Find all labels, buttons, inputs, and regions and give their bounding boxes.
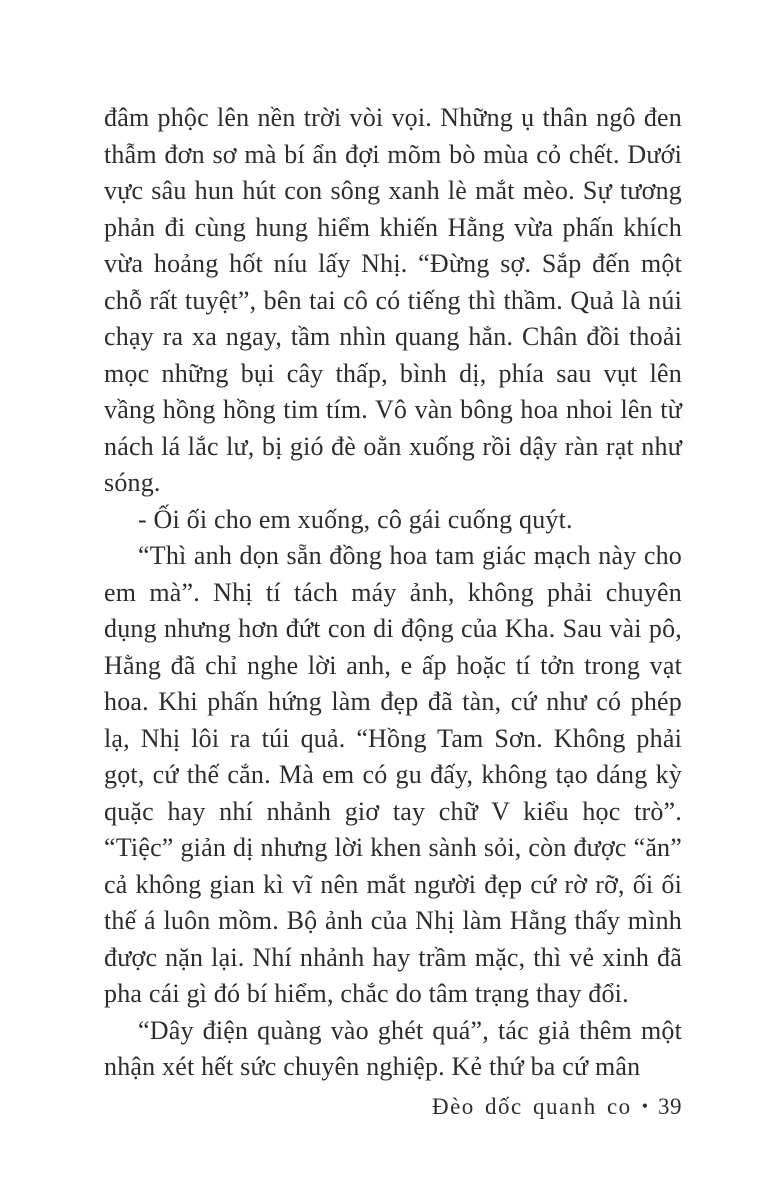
paragraph-continuation: đâm phộc lên nền trời vòi vọi. Những ụ thân ngô đen thẫm đơn sơ mà bí ẩn đợi mõm bò mùa cỏ chết. Dưới vực sâu hun hút con sông xanh lè mắt mèo. Sự tương phản đi cùng hung hiểm khiến Hằng vừa phấn khích vừa hoảng hốt níu lấy Nhị. “Đừng sợ. Sắp đến một chỗ rất tuyệt”, bên tai cô có tiếng thì thầm. Quả là núi chạy ra xa ngay, tầm nhìn quang hẳn. Chân đồi thoải mọc những bụi cây thấp, bình dị, phía sau vụt lên vầng hồng hồng tim tím. Vô vàn bông hoa nhoi lên từ nách lá lắc lư, bị gió đè oằn xuống rồi dậy ràn rạt như sóng. xyxy=(104,103,682,497)
footer-separator-dot: • xyxy=(641,1096,648,1116)
running-title: Đèo dốc quanh co xyxy=(431,1094,632,1119)
body-text-block xyxy=(104,100,682,1086)
paragraph: “Thì anh dọn sẵn đồng hoa tam giác mạch này cho em mà”. Nhị tí tách máy ảnh, không phải chuyên dụng nhưng hơn đứt con di động của Kha. Sau vài pô, Hằng đã chỉ nghe lời anh, e ấp hoặc tí tởn trong vạt hoa. Khi phấn hứng làm đẹp đã tàn, cứ như có phép lạ, Nhị lôi ra túi quả. “Hồng Tam Sơn. Không phải gọt, cứ thế cắn. Mà em có gu đấy, không tạo dáng kỳ quặc hay nhí nhảnh giơ tay chữ V kiểu học trò”. “Tiệc” giản dị nhưng lời khen sành sỏi, còn được “ăn” cả không gian kì vĩ nên mắt người đẹp cứ rờ rỡ, ối ối thế á luôn mồm. Bộ ảnh của Nhị làm Hằng thấy mình được nặn lại. Nhí nhảnh hay trầm mặc, thì vẻ xinh đã pha cái gì đó bí hiểm, chắc do tâm trạng thay đổi. xyxy=(104,541,682,1008)
paragraph-dialogue: - Ối ối cho em xuống, cô gái cuống quýt. xyxy=(138,504,573,534)
paragraph: “Dây điện quàng vào ghét quá”, tác giả thêm một nhận xét hết sức chuyên nghiệp. Kẻ thứ ba cứ mân xyxy=(104,1015,682,1081)
page-footer xyxy=(104,1094,682,1120)
page-number: 39 xyxy=(658,1094,682,1119)
